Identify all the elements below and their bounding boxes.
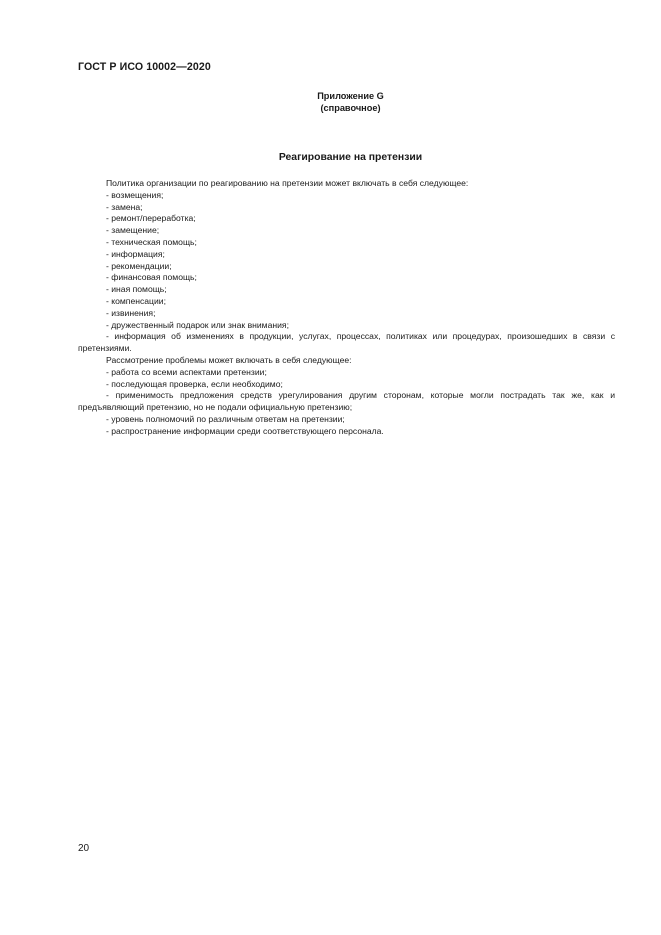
annex-heading [0, 91, 661, 114]
list-item: - ремонт/переработка; [106, 213, 196, 224]
list-item: - работа со всеми аспектами претензии; [106, 366, 267, 377]
annex-status: (справочное) [320, 102, 381, 113]
list-item: - информация об изменениях в продукции, услугах, процессах, политиках или процедурах, произошедших в связи с претензиями. [78, 331, 615, 354]
list-item: - замещение; [106, 225, 160, 236]
page-number: 20 [78, 843, 90, 854]
list-item: - распространение информации среди соответствующего персонала. [106, 425, 384, 436]
list-item: - применимость предложения средств урегулирования другим сторонам, которые могли пострадать так же, как и предъявляющий претензию, но не подали официальную претензию; [78, 390, 615, 413]
list-item: - иная помощь; [106, 284, 167, 295]
list-item: - информация; [106, 248, 165, 259]
list-item: - замена; [106, 201, 143, 212]
paragraph-intro-2: Рассмотрение проблемы может включать в себя следующее: [106, 354, 352, 365]
list-item: - компенсации; [106, 295, 166, 306]
list-item: - рекомендации; [106, 260, 172, 271]
section-title: Реагирование на претензии [278, 152, 423, 163]
list-item: - техническая помощь; [106, 236, 197, 247]
list-item: - возмещения; [106, 189, 164, 200]
list-item: - последующая проверка, если необходимо; [106, 378, 283, 389]
paragraph-intro: Политика организации по реагированию на претензии может включать в себя следующее: [106, 178, 469, 188]
annex-title: Приложение G [317, 91, 384, 101]
list-item: - дружественный подарок или знак внимания; [106, 319, 289, 330]
list-item: - уровень полномочий по различным ответам на претензии; [106, 413, 345, 424]
list-item: - извинения; [106, 307, 156, 318]
body-text [78, 178, 615, 438]
document-header: ГОСТ Р ИСО 10002—2020 [78, 61, 211, 73]
list-item: - финансовая помощь; [106, 272, 197, 283]
